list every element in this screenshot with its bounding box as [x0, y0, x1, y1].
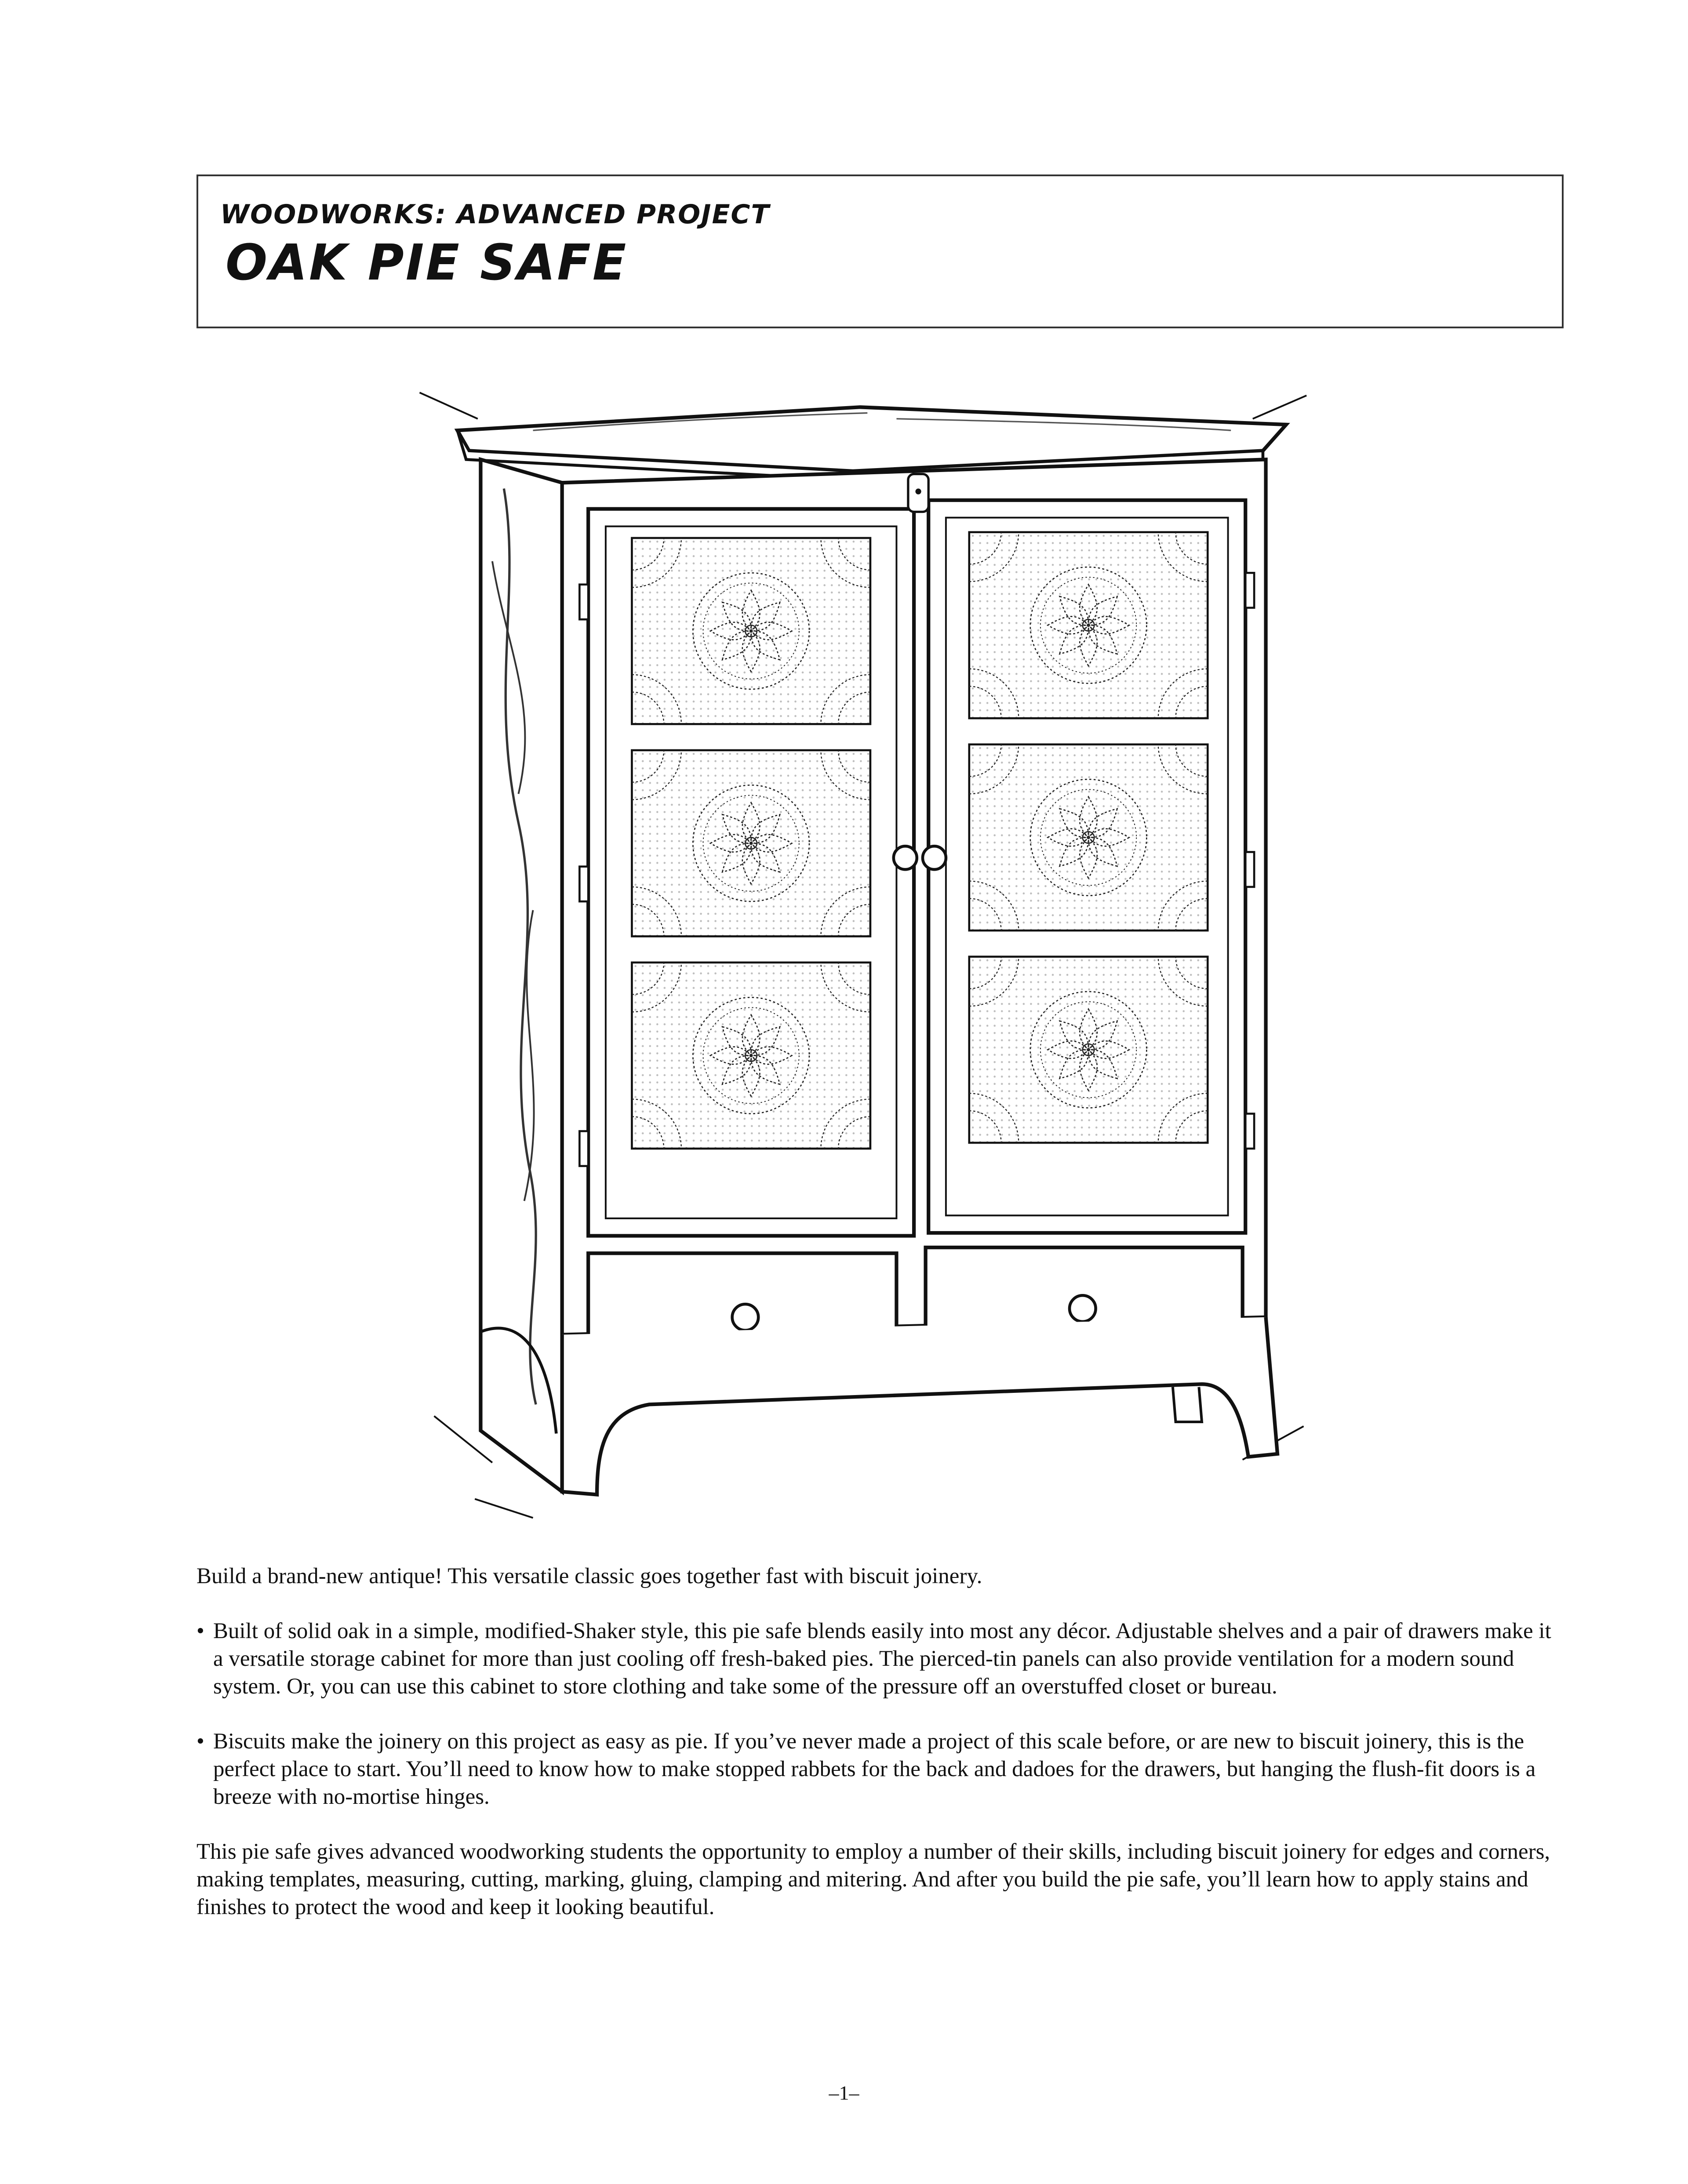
project-description: [196, 1563, 1564, 1921]
bullet-item: [196, 1617, 1564, 1701]
bullet-marker: •: [196, 1619, 204, 1643]
closing-paragraph: This pie safe gives advanced woodworking students the opportunity to employ a number of their skills, including biscuit joinery for edges and corners, making templates, measuring, cutting, marking, gluing, clamping and mitering. And after you build the pie safe, you’ll learn how to apply stains and finishes to protect the wood and keep it looking beautiful.: [196, 1839, 1550, 1919]
project-title: OAK PIE SAFE: [226, 234, 628, 291]
bullet-text-style: Built of solid oak in a simple, modified-Shaker style, this pie safe blends easily into most any décor. Adjustable shelves and a pair of drawers make it a versatile storage cabinet for more than just cooling off fresh-baked pies. The pierced-tin panels can also provide ventilation for a modern sound system. Or, you can use this cabinet to store clothing and take some of the pressure off an overstuffed closet or bureau.: [213, 1619, 1551, 1699]
bullet-item: [196, 1728, 1564, 1811]
page-number: –1–: [829, 2082, 859, 2104]
bullet-text-joinery: Biscuits make the joinery on this project as easy as pie. If you’ve never made a project of this scale before, or are new to biscuit joinery, this is the perfect place to start. You’ll need to know how to make stopped rabbets for the back and dadoes for the drawers, but hanging the flush-fit doors is a breeze with no-mortise hinges.: [213, 1729, 1536, 1809]
pie-safe-illustration: [413, 387, 1314, 1521]
series-kicker: WOODWORKS: ADVANCED PROJECT: [220, 199, 770, 230]
intro-paragraph: Build a brand-new antique! This versatile classic goes together fast with biscuit joinery.: [196, 1564, 982, 1588]
project-header-box: [196, 174, 1564, 328]
bullet-marker: •: [196, 1729, 204, 1754]
